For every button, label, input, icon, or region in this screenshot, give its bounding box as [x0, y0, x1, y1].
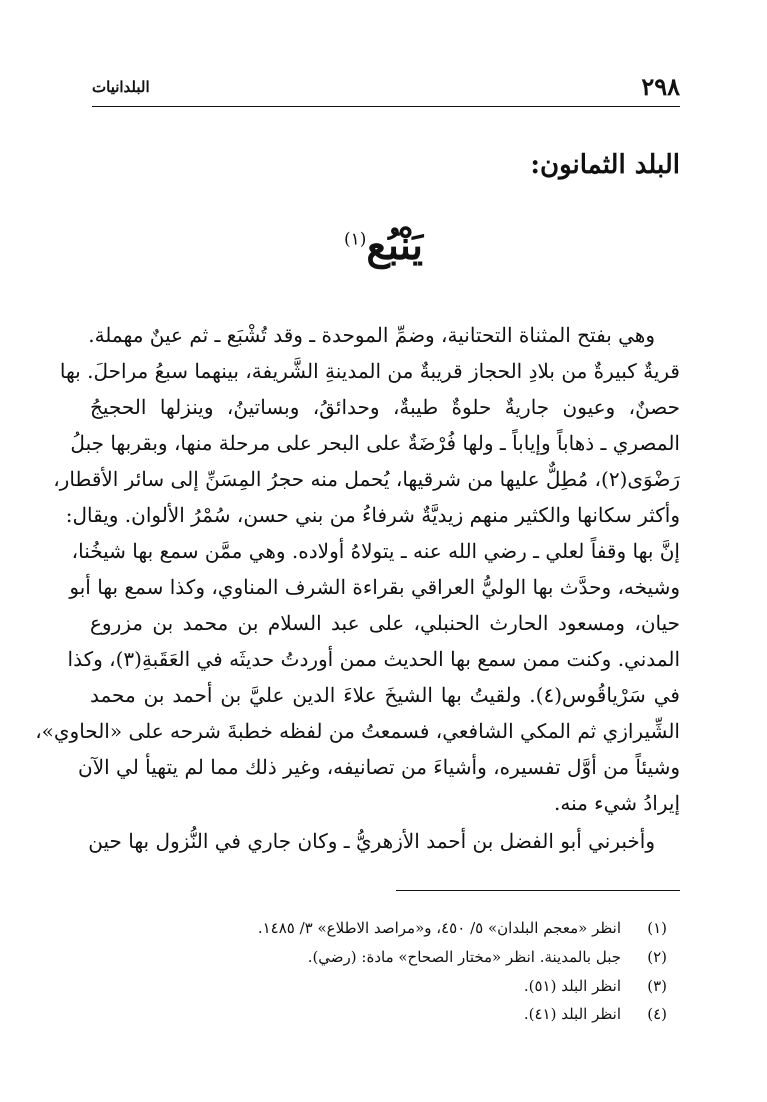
body-line: حصنٌ، وعيون جاريةٌ حلوةٌ طيبةٌ، وحدائقُ، وبساتينُ، وينزلها الحجيجُ — [90, 395, 680, 419]
footnote — [100, 914, 667, 942]
body-line: الشِّيرازي ثم المكي الشافعي، فسمعتُ من لفظه خطبةَ شرحه على «الحاوي»، — [35, 719, 680, 743]
footnote — [100, 972, 667, 1000]
body-line: المصري ـ ذهاباً وإياباً ـ ولها فُرْضَةٌ على البحر على مرحلة منها، وبقربها جبلُ — [70, 431, 680, 455]
footnote-number: (٢) — [647, 948, 667, 966]
city-name: يَنْبُع — [366, 222, 423, 269]
footnote — [100, 943, 667, 971]
body-line: إنَّ بها وقفاً لعلي ـ رضي الله عنه ـ يتولاهُ أولاده. وهي ممَّن سمع بها شيخُنا، — [71, 539, 680, 563]
footnote-number: (١) — [647, 919, 667, 937]
footnote-text: انظر «معجم البلدان» ٥/ ٤٥٠، و«مراصد الاطلاع» ٣/ ١٤٨٥. — [257, 919, 621, 937]
footnote — [100, 1000, 667, 1028]
footnote-text: انظر البلد (٤١). — [523, 1005, 621, 1023]
footnote-rule — [396, 890, 680, 891]
body-line: وأكثر سكانها والكثير منهم زيديَّةٌ شرفاءُ من بني حسن، سُمْرُ الألوان. ويقال: — [65, 503, 680, 527]
footnote-number: (٣) — [647, 977, 667, 995]
section-label: البلد الثمانون: — [530, 150, 680, 180]
body-line: في سَرْياقُوس(٤). ولقيتُ بها الشيخَ علاءَ الدين عليَّ بن أحمد بن محمد — [90, 683, 680, 707]
running-title: البلدانيات — [92, 78, 150, 96]
page-number: ٢٩٨ — [641, 72, 680, 101]
footnote-text: جبل بالمدينة. انظر «مختار الصحاح» مادة: (رضي). — [307, 948, 621, 966]
body-line: حيان، ومسعود الحارث الحنبلي، على عبد السلام بن محمد بن مزروع — [90, 611, 680, 635]
footnote-text: انظر البلد (٥١). — [523, 977, 621, 995]
body-line: وأخبرني أبو الفضل بن أحمد الأزهريُّ ـ وكان جاري في النُّزول بها حين — [88, 829, 655, 853]
body-line: المدني. وكنت ممن سمع بها الحديث ممن أوردتُ حديثَه في العَقَبةِ(٣)، وكذا — [67, 647, 680, 671]
body-line: قريةٌ كبيرةٌ من بلادِ الحجاز قريبةٌ من المدينةِ الشَّريفة، بينهما سبعُ مراحلَ. بها — [59, 359, 680, 383]
running-header — [92, 66, 680, 107]
city-note-ref: (١) — [344, 229, 367, 250]
city-title — [0, 222, 767, 269]
body-line: رَضْوَى(٢)، مُطِلٌّ عليها من شرقيها، يُحمل منه حجرُ المِسَنِّ إلى سائر الأقطار، — [53, 467, 680, 491]
body-line: وشيئاً من أوَّل تفسيره، وأشياءَ من تصانيفه، وغير ذلك مما لم يتهيأ لي الآن — [78, 755, 680, 779]
body-line: وهي بفتح المثناة التحتانية، وضمِّ الموحدة ـ وقد تُشْبَع ـ ثم عينٌ مهملة. — [88, 323, 655, 347]
body-line: وشيخه، وحدَّث بها الوليُّ العراقي بقراءة الشرف المناوي، وكذا سمع بها أبو — [69, 575, 680, 599]
footnote-number: (٤) — [647, 1005, 667, 1023]
body-line: إيرادُ شيء منه. — [554, 791, 680, 815]
